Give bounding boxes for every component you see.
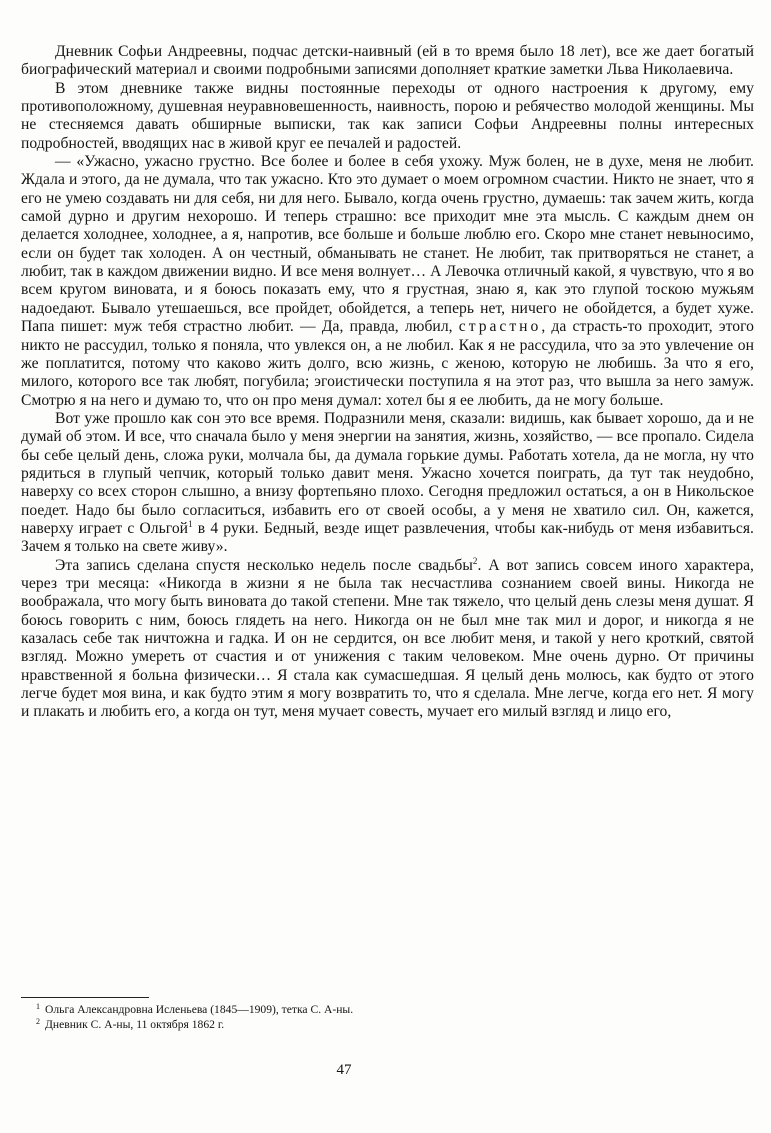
footnote-2-text: Дневник С. А-ны, 11 октября 1862 г. <box>45 1018 225 1031</box>
paragraph-1-text: Дневник Софьи Андреевны, подчас детски-наивный (ей в то время было 18 лет), все же дает богатый биографический материал и своими подробными записями дополняет краткие заметки Льва Николаевича. <box>21 43 754 79</box>
paragraph-2-text: В этом дневнике также видны постоянные переходы от одного настроения к другому, ему противоположному, душевная неуравновешенность, наивность, порою и ребячество молодой женщины. Мы не стесняемся давать обширные выписки, так как записи Софьи Андреевны полны интересных подробностей, вводящих нас в живой круг ее печалей и радостей. <box>21 79 754 152</box>
paragraph-4 <box>21 410 754 557</box>
paragraph-3 <box>21 153 754 410</box>
footnote-1-text: Ольга Александровна Исленьева (1845—1909), тетка С. А-ны. <box>45 1003 354 1016</box>
footnote-divider <box>21 997 149 998</box>
footnote-ref-1: 1 <box>188 518 193 529</box>
paragraph-2 <box>21 80 754 153</box>
paragraph-1 <box>21 43 754 80</box>
paragraph-5 <box>21 557 754 722</box>
paragraph-4-text-b: в 4 руки. Бедный, везде ищет развлечения, чтобы как-нибудь от меня избавиться. Зачем я только на свете живу». <box>21 519 754 556</box>
footnotes <box>36 1002 736 1032</box>
paragraph-4-text-a: Вот уже прошло как сон это все время. Подразнили меня, сказали: видишь, как бывает хорошо, да и не думай об этом. И все, что сначала было у меня энергии на занятия, жизнь, хозяйство, — все пропало. Сидела бы себе целый день, сложа руки, молчала бы, да думала горькие думы. Работать хотела, да не могла, ну что рядиться в глупый чепчик, который только давит меня. Ужасно хочется поиграть, да тут так неудобно, наверху со всех сторон слышно, а внизу фортепьяно плохо. Сегодня предложил остаться, а он в Никольское поедет. Надо бы было согласиться, избавить его от своей особы, а у меня не хватило сил. Он, кажется, наверху играет с Ольгой <box>21 409 754 537</box>
footnote-1 <box>36 1002 736 1017</box>
paragraph-5-text-b: . А вот запись совсем иного характера, через три месяца: «Никогда в жизни я не была так несчастлива сознанием своей вины. Никогда не воображала, что могу быть виновата до такой степени. Мне так тяжело, что целый день слезы меня душат. Я боюсь говорить с ним, боюсь глядеть на него. Никогда он не был мне так мил и дорог, и никогда я не казалась себе так ничтожна и гадка. И он не сердится, он все любит меня, и такой у него кроткий, святой взгляд. Можно умереть от счастия и от унижения с таким человеком. Мне очень дурно. От причины нравственной я больна физически… Я стала как сумасшедшая. Я целый день молюсь, как будто от этого легче будет моя вина, и как будто этим я могу возвратить то, что я сделала. Мне легче, когда его нет. Я могу и плакать и любить его, а когда он тут, меня мучает совесть, мучает его милый взгляд и лицо его, <box>21 556 754 721</box>
paragraph-5-text-a: Эта запись сделана спустя несколько недель после свадьбы <box>55 556 473 574</box>
footnote-2-mark: 2 <box>36 1017 40 1026</box>
page-number: 47 <box>336 1062 352 1078</box>
paragraph-3-text-b: , да страсть-то проходит, этого никто не рассудил, только я поняла, что увлекся он, а не любил. Как я не рассудила, что за это увлечение он же поплатится, потому что каково жить долго, всю жизнь, с женою, которую не любишь. За что я его, милого, которого все так любят, погубила; эгоистически поступила я на этот раз, что вышла за него замуж. Смотрю я на него и думаю то, что он про меня думал: хотел бы я ее любить, да не могу больше. <box>21 318 754 409</box>
spaced-emphasis-word: страстно <box>458 318 542 336</box>
footnote-1-mark: 1 <box>36 1002 40 1011</box>
footnote-2 <box>36 1017 736 1032</box>
main-text <box>21 43 754 722</box>
footnote-ref-2: 2 <box>472 555 478 566</box>
paragraph-3-text-a: — «Ужасно, ужасно грустно. Все более и более в себя ухожу. Муж болен, не в духе, меня не любит. Ждала и этого, да не думала, что так ужасно. Кто это думает о моем огромном счастии. Никто не знает, что я его не умею создавать ни для себя, ни для него. Бывало, когда очень грустно, думаешь: так зачем жить, когда самой дурно и другим нехорошо. И теперь страшно: все приходит мне эта мысль. С каждым днем он делается холоднее, холоднее, а я, напротив, все больше и больше люблю его. Скоро мне станет невыносимо, если он будет так холоден. А он честный, обманывать не станет. Не любит, так притворяться не станет, а любит, так в каждом движении видно. И все меня волнует… А Левочка отличный какой, я чувствую, что я во всем кругом виновата, и я боюсь показать ему, что я грустная, знаю я, как это глупой тоскою мужьям надоедают. Бывало утешаешься, все пройдет, обойдется, а теперь нет, ничего не обойдется, а будет хуже. Папа пишет: муж тебя страстно любит. — Да, правда, любил, <box>21 153 754 336</box>
